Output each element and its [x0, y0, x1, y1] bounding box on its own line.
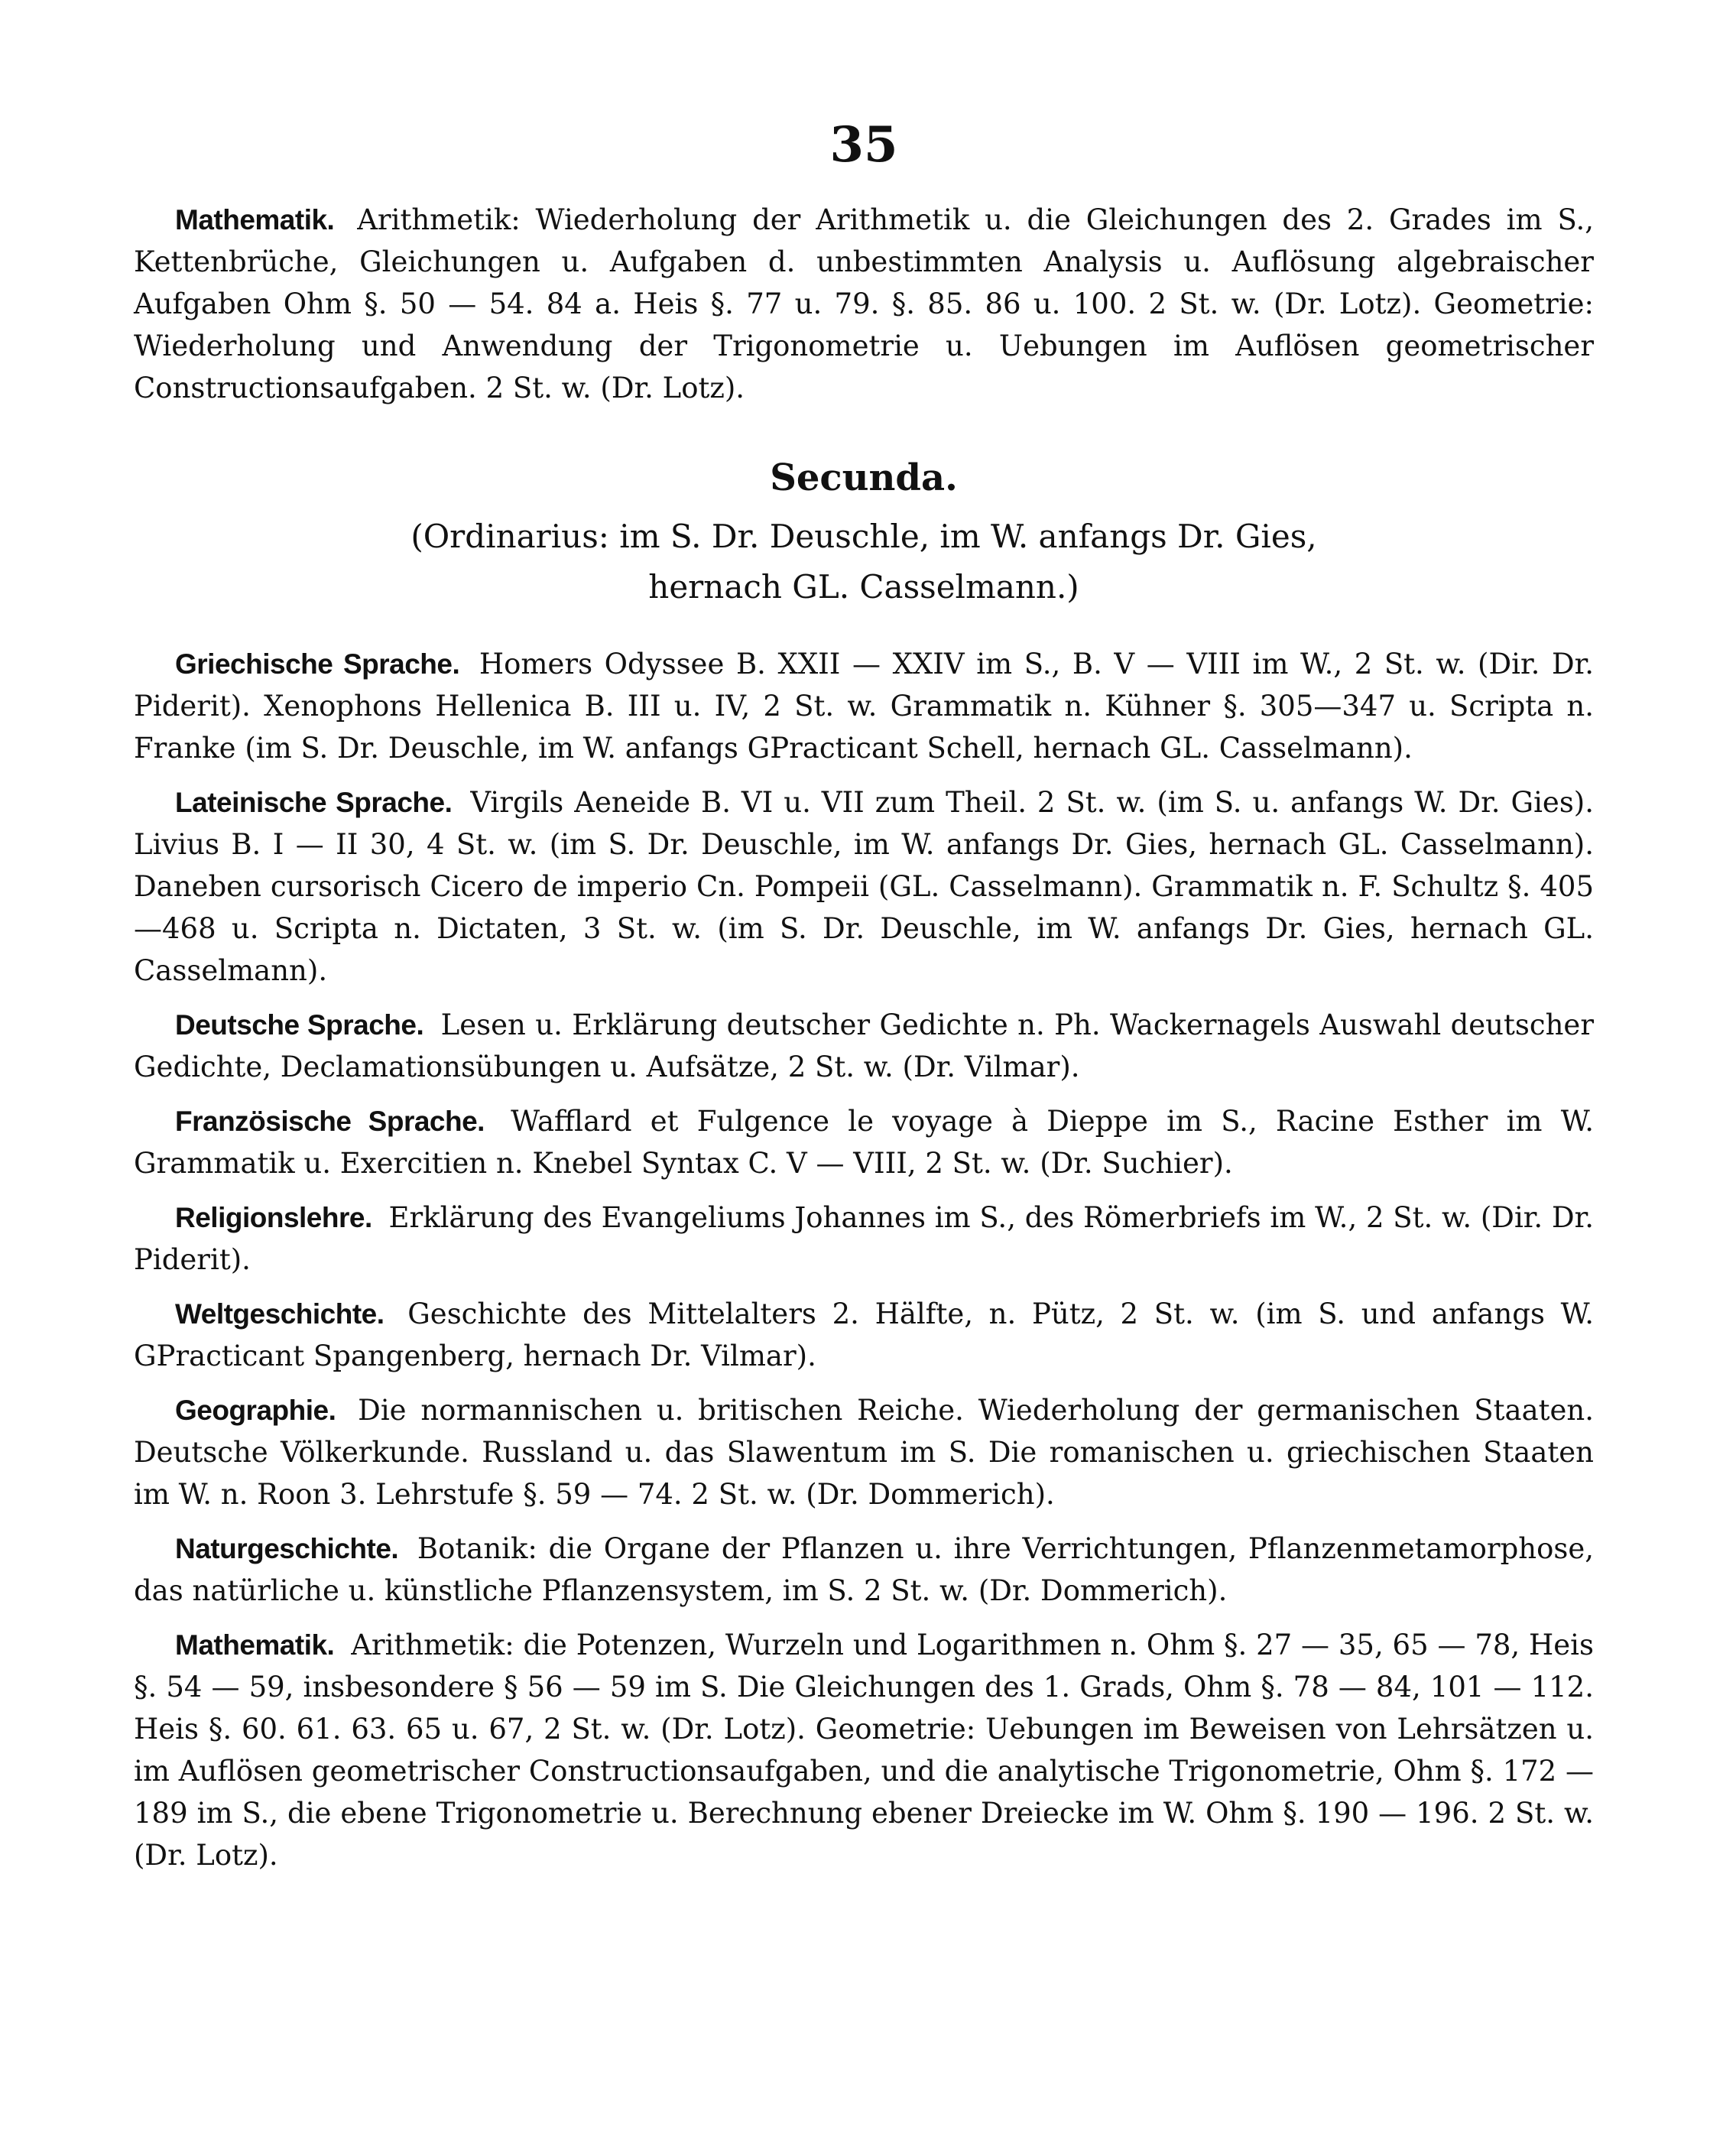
subject-heading: Religionslehre. — [175, 1202, 372, 1233]
paragraph-latein — [134, 781, 1594, 992]
ordinarius-line-1: (Ordinarius: im S. Dr. Deuschle, im W. anfangs Dr. Gies, — [410, 518, 1317, 555]
paragraph-franzoesisch — [134, 1100, 1594, 1184]
subject-heading: Mathematik. — [175, 1629, 335, 1661]
subject-text: Virgils Aeneide B. VI u. VII zum Theil. 2 St. w. (im S. u. anfangs W. Dr. Gies). Livius B. I — II 30, 4 St. w. (im S. Dr. Deuschle, im W. anfangs Dr. Gies, hernach GL. Casselmann). Daneben cursorisch Cicero de imperio Cn. Pompeii (GL. Casselmann). Grammatik n. F. Schultz §. 405—468 u. Scripta n. Dictaten, 3 St. w. (im S. Dr. Deuschle, im W. anfangs Dr. Gies, hernach GL. Casselmann). — [134, 786, 1595, 987]
subject-heading: Weltgeschichte. — [175, 1298, 385, 1330]
subject-text: Geschichte des Mittelalters 2. Hälfte, n. Pütz, 2 St. w. (im S. und anfangs W. GPracticant Spangenberg, hernach Dr. Vilmar). — [134, 1297, 1594, 1372]
subject-text: Arithmetik: die Potenzen, Wurzeln und Logarithmen n. Ohm §. 27 — 35, 65 — 78, Heis §. 54 — 59, insbesondere § 56 — 59 im S. Die Gleichungen des 1. Grads, Ohm §. 78 — 84, 101 — 112. Heis §. 60. 61. 63. 65 u. 67, 2 St. w. (Dr. Lotz). Geometrie: Uebungen im Beweisen von Lehrsätzen u. im Auflösen geometrischer Constructionsaufgaben, und die analytische Trigonometrie, Ohm §. 172 — 189 im S., die ebene Trigonometrie u. Berechnung ebener Dreiecke im W. Ohm §. 190 — 196. 2 St. w. (Dr. Lotz). — [134, 1629, 1594, 1872]
page-number: 35 — [829, 116, 898, 174]
subject-heading: Naturgeschichte. — [175, 1533, 399, 1564]
subject-text: Botanik: die Organe der Pflanzen u. ihre Verrichtungen, Pflanzenmetamorphose, das natürliche u. künstliche Pflanzensystem, im S. 2 St. w. (Dr. Dommerich). — [134, 1532, 1595, 1607]
subject-heading: Deutsche Sprache. — [175, 1009, 424, 1041]
paragraph-mathematik-secunda — [134, 1624, 1594, 1876]
subject-text: Homers Odyssee B. XXII — XXIV im S., B. V — VIII im W., 2 St. w. (Dir. Dr. Piderit). Xenophons Hellenica B. III u. IV, 2 St. w. Grammatik n. Kühner §. 305—347 u. Scripta n. Franke (im S. Dr. Deuschle, im W. anfangs GPracticant Schell, hernach GL. Casselmann). — [134, 648, 1595, 765]
paragraph-griechisch — [134, 643, 1594, 769]
paragraph-deutsch — [134, 1004, 1594, 1088]
paragraph-naturgeschichte — [134, 1528, 1594, 1612]
paragraph-weltgeschichte — [134, 1293, 1594, 1377]
document-page — [134, 115, 1594, 2072]
subject-heading: Französische Sprache. — [175, 1106, 485, 1137]
paragraph-religion — [134, 1197, 1594, 1281]
subject-text: Wafflard et Fulgence le voyage à Dieppe im S., Racine Esther im W. Grammatik u. Exercitien n. Knebel Syntax C. V — VIII, 2 St. w. (Dr. Suchier). — [134, 1105, 1595, 1180]
ordinarius-note — [134, 512, 1594, 612]
subject-text: Arithmetik: Wiederholung der Arithmetik u. die Gleichungen des 2. Grades im S., Kettenbrüche, Gleichungen u. Aufgaben d. unbestimmten Analysis u. Auflösung algebraischer Aufgaben Ohm §. 50 — 54. 84 a. Heis §. 77 u. 79. §. 85. 86 u. 100. 2 St. w. (Dr. Lotz). Geometrie: Wiederholung und Anwendung der Trigonometrie u. Uebungen im Auflösen geometrischer Constructionsaufgaben. 2 St. w. (Dr. Lotz). — [134, 203, 1594, 404]
class-heading: Secunda. — [770, 456, 958, 499]
subject-heading: Griechische Sprache. — [175, 648, 460, 680]
subject-heading: Lateinische Sprache. — [175, 787, 453, 818]
paragraph-mathematik-tertia — [134, 199, 1594, 409]
ordinarius-line-2: hernach GL. Casselmann.) — [648, 568, 1079, 606]
subject-heading: Geographie. — [175, 1395, 336, 1426]
subject-heading: Mathematik. — [175, 204, 335, 235]
subject-text: Die normannischen u. britischen Reiche. Wiederholung der germanischen Staaten. Deutsche Völkerkunde. Russland u. das Slawentum im S. Die romanischen u. griechischen Staaten im W. n. Roon 3. Lehrstufe §. 59 — 74. 2 St. w. (Dr. Dommerich). — [134, 1394, 1594, 1511]
subject-text: Erklärung des Evangeliums Johannes im S., des Römerbriefs im W., 2 St. w. (Dir. Dr. Piderit). — [134, 1201, 1595, 1276]
subject-text: Lesen u. Erklärung deutscher Gedichte n. Ph. Wackernagels Auswahl deutscher Gedichte, Declamationsübungen u. Aufsätze, 2 St. w. (Dr. Vilmar). — [134, 1008, 1595, 1083]
paragraph-geographie — [134, 1389, 1594, 1515]
